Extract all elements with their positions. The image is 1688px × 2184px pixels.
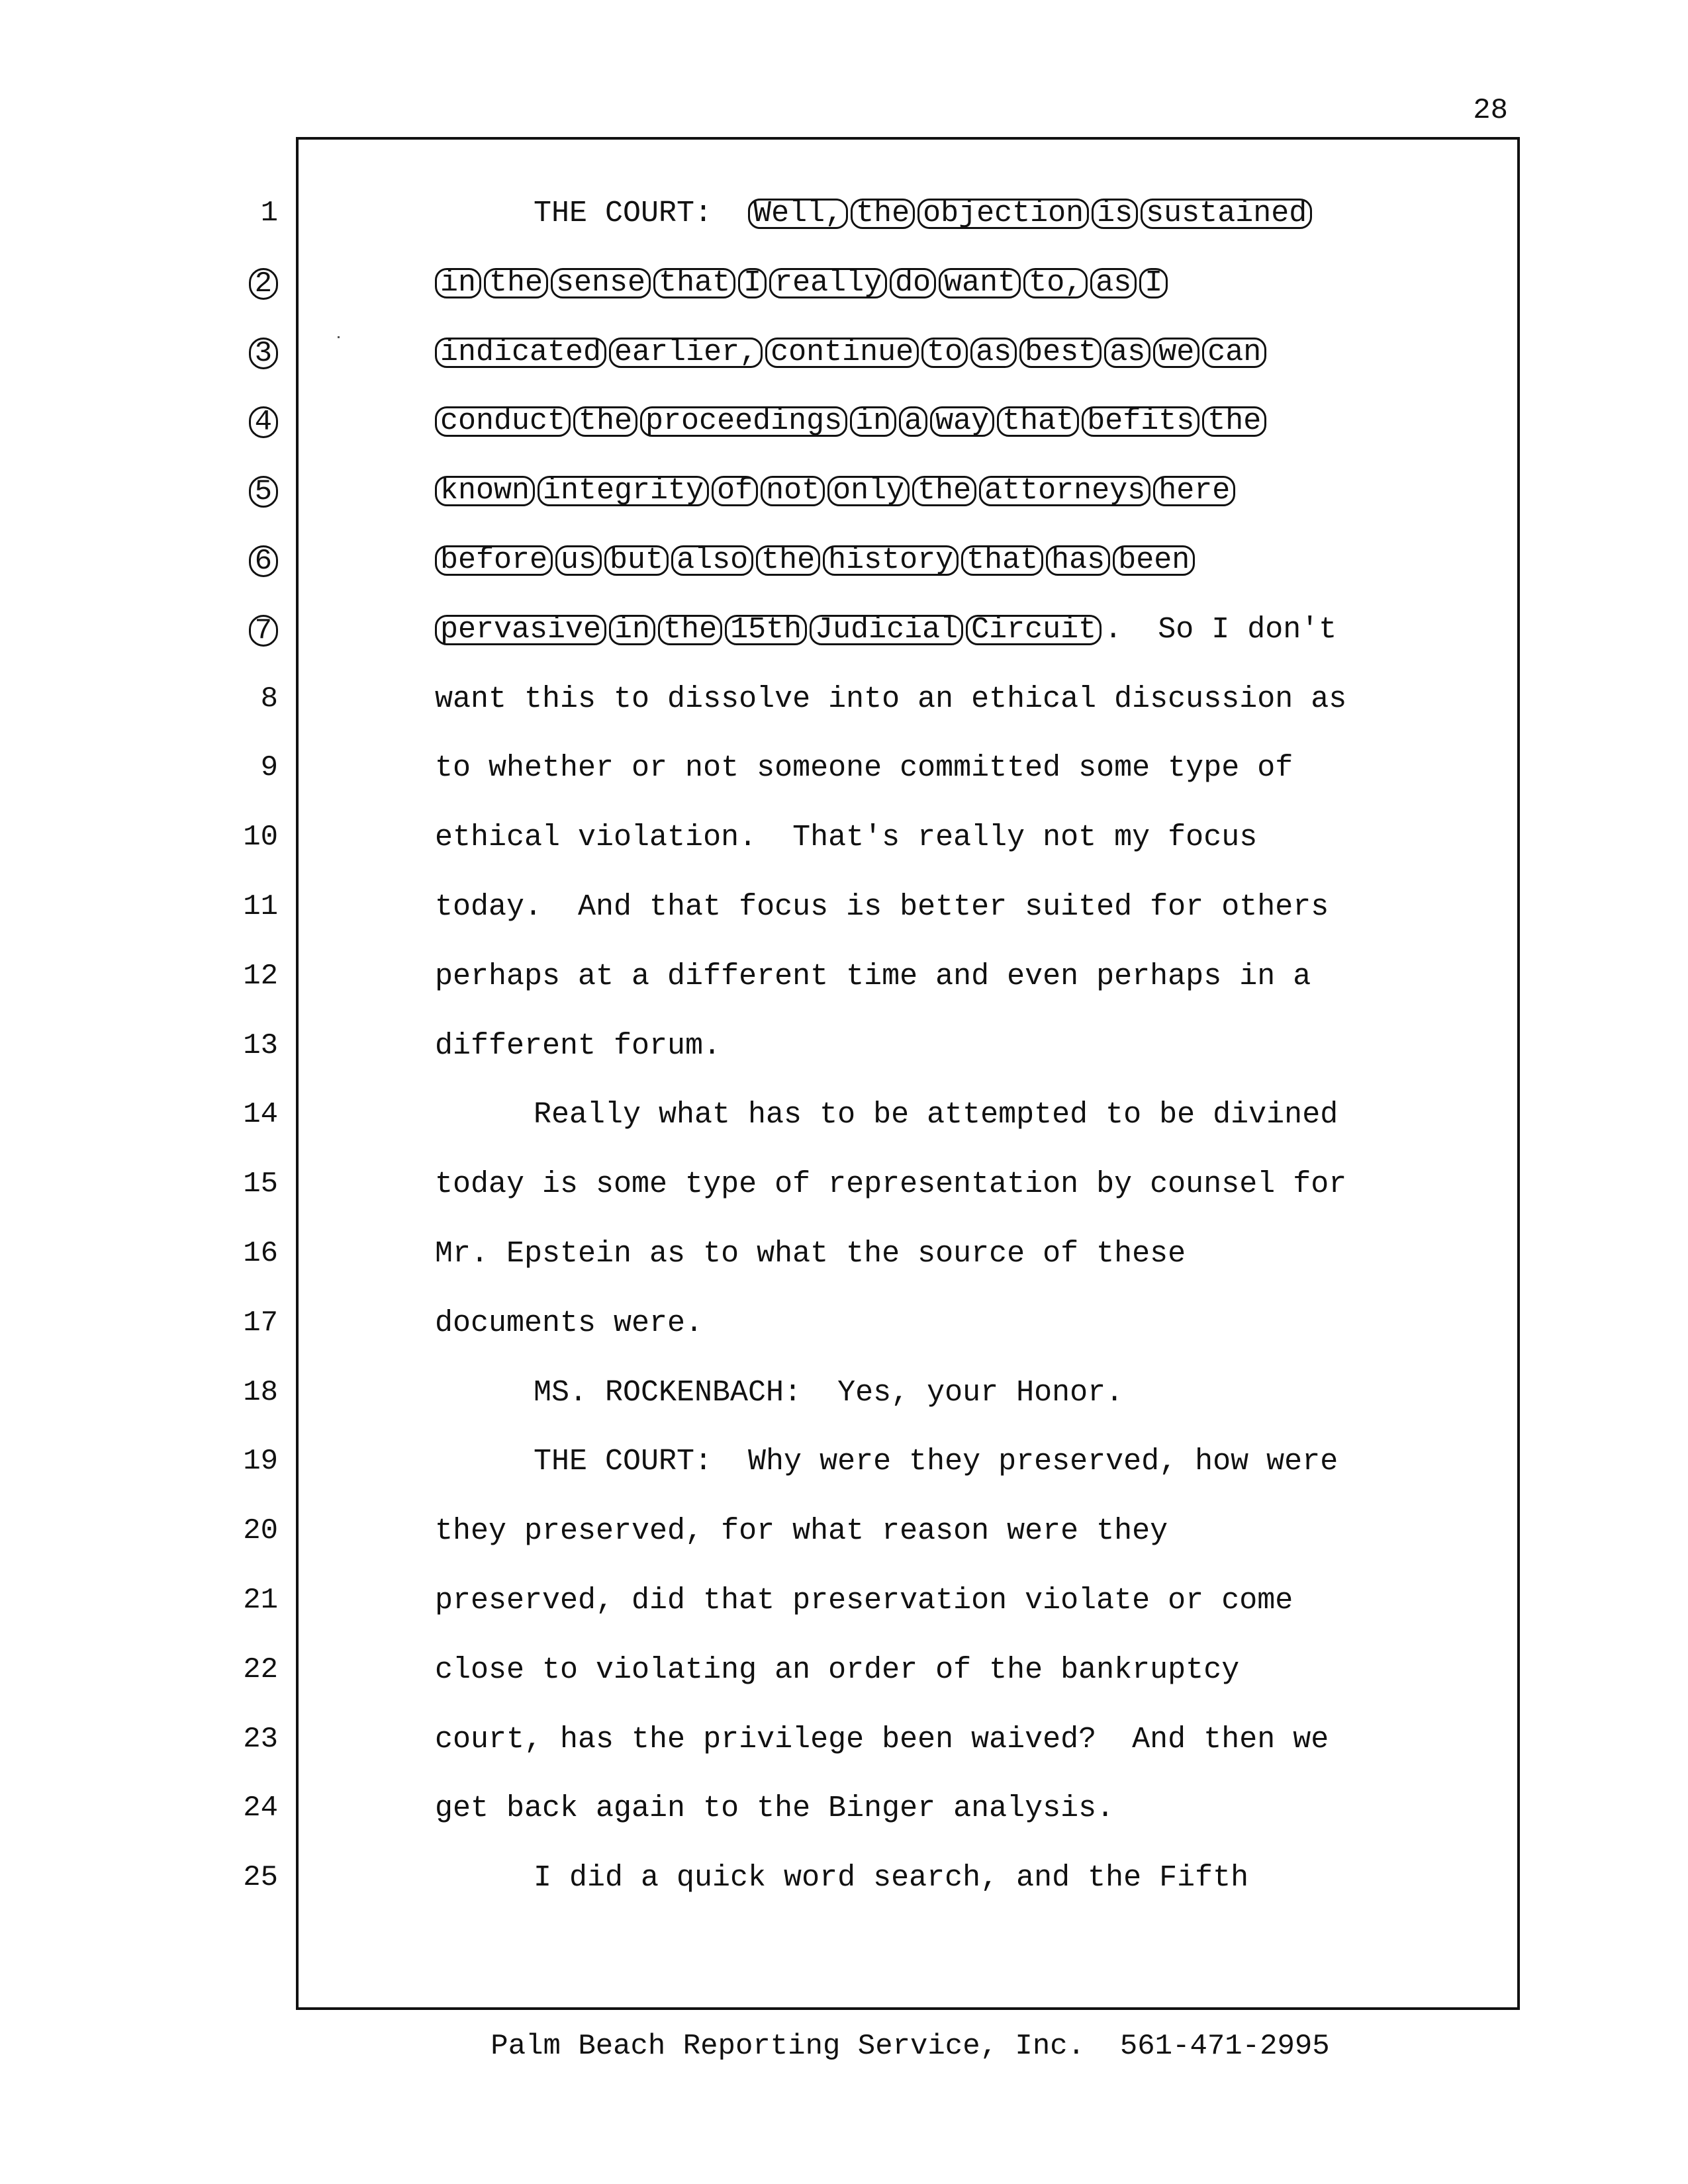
line-number-value: 25 [243,1861,278,1894]
circled-word: the [851,199,915,229]
line-number-value: 3 [249,338,278,369]
line-text: MS. ROCKENBACH: Yes, your Honor. [534,1376,1124,1410]
stray-mark [338,336,340,338]
circled-word: Well, [748,199,848,229]
line-text: they preserved, for what reason were they [435,1514,1168,1548]
circled-word: the [1202,406,1266,437]
transcript-line [435,545,1197,576]
circled-word: best [1019,338,1102,368]
circled-word: continue [765,338,919,368]
circled-word: the [756,545,820,576]
transcript-line [534,199,1315,229]
line-number-value: 11 [243,890,278,923]
line-number [199,268,278,300]
transcript-line [435,1516,1168,1546]
transcript-line [435,476,1238,506]
line-number-value: 5 [249,476,278,508]
circled-word: indicated [435,338,606,368]
footer-reporting-service: Palm Beach Reporting Service, Inc. 561-471-2995 [491,2030,1330,2063]
circled-word: the [912,476,976,506]
line-number-value: 1 [260,197,278,230]
circled-word: I [738,268,767,298]
line-number [199,1239,278,1268]
line-number [199,753,278,782]
circled-word: here [1153,476,1235,506]
line-number-value: 24 [243,1792,278,1825]
circled-word: that [997,406,1079,437]
transcript-line [435,753,1293,783]
line-number [199,823,278,852]
transcript-line [534,1447,1338,1477]
circled-word: attorneys [979,476,1150,506]
circled-word: not [761,476,825,506]
line-text: Really what has to be attempted to be divined [534,1098,1338,1132]
line-number [199,1863,278,1892]
line-text: different forum. [435,1029,722,1063]
circled-word: proceedings [640,406,847,437]
transcript-line [435,823,1257,852]
line-number-value: 19 [243,1445,278,1478]
line-number [199,476,278,508]
line-text: ethical violation. That's really not my focus [435,821,1258,854]
line-text: want this to dissolve into an ethical discussion as [435,682,1347,716]
circled-word: is [1092,199,1138,229]
circled-word: in [435,268,481,298]
circled-word: the [484,268,548,298]
line-text: THE COURT: [534,197,749,230]
circled-word: to [921,338,968,368]
line-number [199,684,278,713]
line-number-value: 23 [243,1723,278,1756]
page-number: 28 [1473,94,1508,127]
line-number [199,1378,278,1407]
circled-word: want [939,268,1021,298]
line-number-value: 7 [249,615,278,647]
circled-word: integrity [538,476,709,506]
line-number [199,1586,278,1615]
line-number [199,406,278,438]
transcript-line [435,1586,1293,1615]
circled-word: known [435,476,535,506]
circled-word: that [653,268,735,298]
circled-word: has [1046,545,1110,576]
transcript-line [534,1863,1248,1893]
line-number-value: 20 [243,1514,278,1547]
line-number-value: 17 [243,1306,278,1340]
line-number [199,1031,278,1060]
transcript-line [435,406,1269,437]
circled-word: in [609,615,655,645]
circled-word: the [573,406,637,437]
circled-word: also [671,545,753,576]
circled-word: only [827,476,910,506]
line-number-value: 22 [243,1653,278,1686]
circled-word: really [769,268,887,298]
line-number [199,962,278,991]
line-number [199,615,278,647]
line-text: perhaps at a different time and even perhaps in a [435,960,1311,993]
transcript-line [435,1308,703,1338]
circled-word: as [1104,338,1150,368]
circled-word: that [961,545,1043,576]
transcript-line [435,1031,721,1061]
line-text: preserved, did that preservation violate or come [435,1584,1293,1617]
line-number-value: 12 [243,960,278,993]
circled-word: earlier, [609,338,763,368]
circled-word: the [658,615,722,645]
circled-word: but [604,545,669,576]
transcript-line [435,338,1269,368]
line-number [199,1100,278,1129]
circled-word: way [930,406,994,437]
line-text-tail: . So I don't [1104,613,1337,647]
line-number-value: 8 [260,682,278,715]
line-number-value: 2 [249,268,278,300]
line-number [199,1516,278,1545]
transcript-line [435,684,1346,714]
circled-word: history [823,545,959,576]
transcript-line [435,1169,1346,1199]
circled-word: befits [1082,406,1199,437]
line-number-value: 18 [243,1376,278,1409]
transcript-line [534,1378,1123,1408]
circled-word: as [1090,268,1137,298]
line-number-value: 14 [243,1098,278,1131]
circled-word: do [890,268,936,298]
transcript-line [435,892,1329,922]
transcript-line [435,615,1336,645]
line-number-value: 10 [243,821,278,854]
line-number [199,1447,278,1476]
circled-word: in [850,406,896,437]
circled-word: Judicial [810,615,963,645]
circled-word: of [712,476,758,506]
circled-word: sustained [1141,199,1312,229]
circled-word: 15th [725,615,807,645]
line-number-value: 21 [243,1584,278,1617]
line-text: I did a quick word search, and the Fifth [534,1861,1249,1895]
transcript-line [435,1655,1239,1685]
line-number [199,1169,278,1199]
circled-word: I [1139,268,1168,298]
line-number [199,1308,278,1338]
transcript-line [435,1725,1329,1754]
line-text: close to violating an order of the bankruptcy [435,1653,1240,1687]
transcript-line [435,1794,1114,1823]
line-number-value: 16 [243,1237,278,1270]
line-number [199,1655,278,1684]
line-number-value: 6 [249,545,278,577]
line-number [199,1725,278,1754]
line-number-value: 13 [243,1029,278,1062]
line-number-value: 15 [243,1167,278,1201]
line-text: documents were. [435,1306,704,1340]
line-number [199,892,278,921]
line-text: court, has the privilege been waived? And then we [435,1723,1329,1756]
line-number [199,199,278,228]
circled-word: we [1153,338,1199,368]
transcript-line [534,1100,1338,1130]
circled-word: sense [551,268,651,298]
line-number [199,545,278,577]
line-text: today. And that focus is better suited for others [435,890,1329,924]
circled-word: Circuit [966,615,1102,645]
line-number-value: 9 [260,751,278,784]
circled-word: us [555,545,602,576]
line-number [199,1794,278,1823]
transcript-line [435,962,1311,991]
circled-word: conduct [435,406,571,437]
line-text: get back again to the Binger analysis. [435,1792,1115,1825]
line-text: Mr. Epstein as to what the source of these [435,1237,1186,1271]
line-text: THE COURT: Why were they preserved, how were [534,1445,1338,1479]
line-number [199,338,278,369]
line-text: today is some type of representation by counsel for [435,1167,1347,1201]
circled-word: objection [917,199,1089,229]
circled-word: can [1202,338,1266,368]
circled-word: as [970,338,1017,368]
line-text: to whether or not someone committed some type of [435,751,1293,785]
circled-word: before [435,545,553,576]
transcript-line [435,268,1170,298]
circled-word: a [899,406,927,437]
transcript-line [435,1239,1186,1269]
circled-word: pervasive [435,615,606,645]
circled-word: to, [1023,268,1088,298]
line-number-value: 4 [249,406,278,438]
circled-word: been [1113,545,1195,576]
